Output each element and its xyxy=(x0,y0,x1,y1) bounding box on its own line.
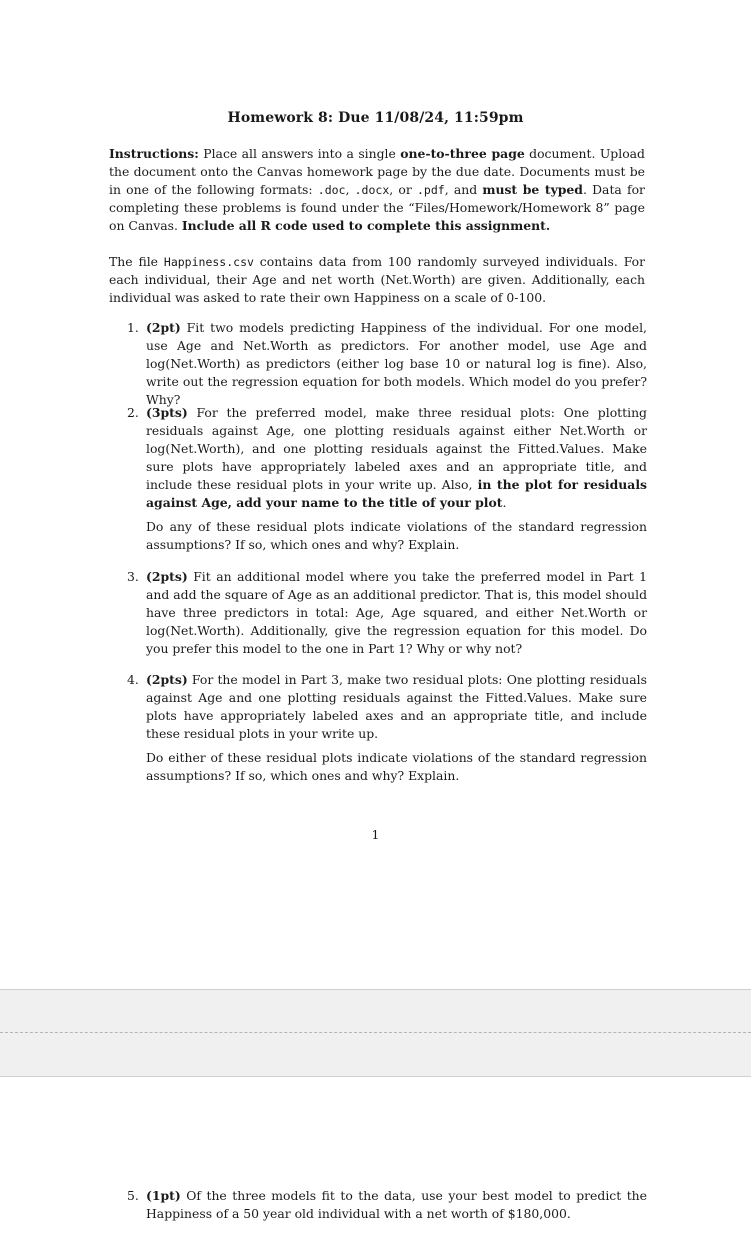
question-text: Fit two models predicting Happiness of the individual. For one model, use Age and Net.Worth as predictors. For another model, use Age and log(Net.Worth) as predictors (either log base 10 or natural log is fine). Also, write out the regression equation for both models. Which model do you prefer? Why? xyxy=(146,320,647,407)
instructions-text: , or xyxy=(389,182,417,197)
question-number: 4. xyxy=(127,672,139,687)
question-text: . xyxy=(502,495,507,510)
instructions-lead: Instructions: xyxy=(109,146,199,161)
format-docx: .docx xyxy=(354,183,390,197)
page-limit-emphasis: one-to-three page xyxy=(400,146,525,161)
instructions-text: , and xyxy=(444,182,483,197)
intro-paragraph xyxy=(109,253,645,307)
question-points: (3pts) xyxy=(146,405,188,420)
instructions-text: document. Upload the document onto the Canvas homework page by the due date. Documents must be in one of the following formats: xyxy=(109,146,645,197)
data-filename: Happiness.csv xyxy=(163,255,254,269)
question-followup: Do either of these residual plots indicate violations of the standard regression assumptions? If so, which ones and why? Explain. xyxy=(146,750,647,783)
intro-text: The file xyxy=(109,254,164,269)
intro-text: contains data from 100 randomly surveyed individuals. For each individual, their Age and net worth (Net.Worth) are given. Additionally, each individual was asked to rate their own Happiness on a scale of 0-100. xyxy=(109,254,645,305)
instructions-text: , xyxy=(345,182,355,197)
question-points: (2pt) xyxy=(146,320,181,335)
instructions-paragraph xyxy=(109,145,645,235)
question-text: For the model in Part 3, make two residual plots: One plotting residuals against Age and one plotting residuals against the Fitted.Values. Make sure plots have appropriately labeled axes and an appropriate title, and include these residual plots in your write up. xyxy=(146,672,647,741)
question-text: Of the three models fit to the data, use your best model to predict the Happiness of a 50 year old individual with a net worth of $180,000. xyxy=(146,1188,647,1221)
question-points: (2pts) xyxy=(146,672,188,687)
question-3 xyxy=(127,568,647,658)
question-5 xyxy=(127,1187,647,1223)
question-2 xyxy=(127,404,647,554)
question-1 xyxy=(127,319,647,409)
r-code-emphasis: Include all R code used to complete this assignment. xyxy=(181,218,551,233)
page-break-gap xyxy=(0,989,751,1077)
question-number: 1. xyxy=(127,320,139,335)
question-text: Fit an additional model where you take the preferred model in Part 1 and add the square of Age as an additional predictor. That is, this model should have three predictors in total: Age, Age squared, and either Net.Worth or log(Net.Worth). Additionally, give the regression equation for this model. Do you prefer this model to the one in Part 1? Why or why not? xyxy=(146,569,647,656)
page-break-line xyxy=(0,1032,751,1033)
question-points: (2pts) xyxy=(146,569,188,584)
question-number: 2. xyxy=(127,405,139,420)
page-number: 1 xyxy=(371,827,380,842)
name-in-title-emphasis: in the plot for residuals against Age, add your name to the title of your plot xyxy=(146,477,648,510)
question-points: (1pt) xyxy=(146,1188,181,1203)
document-title: Homework 8: Due 11/08/24, 11:59pm xyxy=(227,110,524,126)
typed-emphasis: must be typed xyxy=(482,182,583,197)
question-followup: Do any of these residual plots indicate violations of the standard regression assumptions? If so, which ones and why? Explain. xyxy=(146,519,647,552)
instructions-text: Place all answers into a single xyxy=(198,146,401,161)
instructions-text: . Data for completing these problems is found under the “Files/Homework/Homework 8” page on Canvas. xyxy=(109,182,645,233)
question-text: For the preferred model, make three residual plots: One plotting residuals against Age, one plotting residuals against either Net.Worth or log(Net.Worth), and one plotting residuals against the Fitted.Values. Make sure plots have appropriately labeled axes and an appropriate title, and include these residual plots in your write up. Also, xyxy=(146,405,647,492)
question-number: 5. xyxy=(127,1188,139,1203)
format-doc: .doc xyxy=(317,183,346,197)
format-pdf: .pdf xyxy=(416,183,445,197)
question-number: 3. xyxy=(127,569,139,584)
question-4 xyxy=(127,671,647,785)
